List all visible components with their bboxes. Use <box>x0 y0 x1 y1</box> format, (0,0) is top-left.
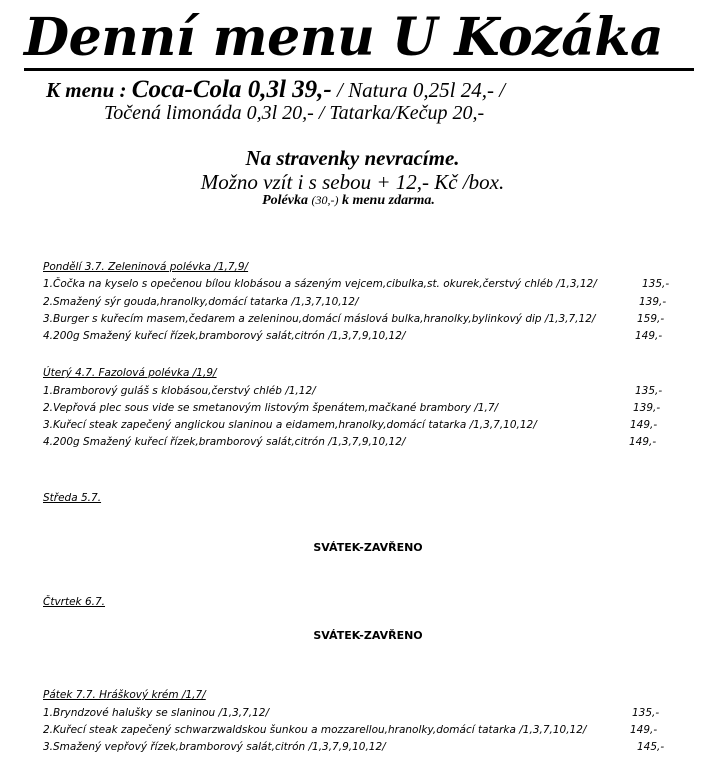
soup-note-price: (30,-) <box>311 193 339 207</box>
menu-item: 2.Vepřová plec sous vide se smetanovým listovým špenátem,mačkané brambory /1,7/ <box>43 402 499 414</box>
menu-item: 2.Smažený sýr gouda,hranolky,domácí tatarka /1,3,7,10,12/ <box>43 296 359 308</box>
takeaway-note: Možno vzít i s sebou + 12,- Kč /box. <box>200 170 505 194</box>
day-header-friday: Pátek 7.7. Hráškový krém /1,7/ <box>43 689 206 701</box>
menu-item-price: 139,- <box>633 402 661 414</box>
menu-item-price: 149,- <box>630 419 658 431</box>
menu-item-price: 149,- <box>629 436 657 448</box>
menu-item: 1.Bramborový guláš s klobásou,čerstvý chléb /1,12/ <box>43 385 316 397</box>
soup-note <box>0 193 701 209</box>
menu-item-price: 139,- <box>639 296 667 308</box>
menu-item-price: 145,- <box>637 741 665 753</box>
day-header-thursday: Čtvrtek 6.7. <box>43 596 106 608</box>
day-header-monday: Pondělí 3.7. Zeleninová polévka /1,7,9/ <box>43 261 249 273</box>
closed-notice-wednesday: SVÁTEK-ZAVŘENO <box>313 541 423 554</box>
menu-item: 4.200g Smažený kuřecí řízek,bramborový salát,citrón /1,3,7,9,10,12/ <box>43 436 406 448</box>
day-header-wednesday: Středa 5.7. <box>43 492 102 504</box>
drinks-line-2: Točená limonáda 0,3l 20,- / Tatarka/Kečup 20,- <box>104 102 485 124</box>
menu-item-price: 159,- <box>637 313 665 325</box>
menu-item: 4.200g Smažený kuřecí řízek,bramborový salát,citrón /1,3,7,9,10,12/ <box>43 330 406 342</box>
natura-offer: / Natura 0,25l 24,- / <box>331 78 506 102</box>
cola-offer: Coca-Cola 0,3l 39,- <box>131 76 332 103</box>
voucher-note: Na stravenky nevracíme. <box>245 146 460 170</box>
soup-note-c: k menu zdarma. <box>338 193 435 208</box>
menu-title: Denní menu U Kozáka <box>24 8 694 71</box>
menu-item: 3.Burger s kuřecím masem,čedarem a zeleninou,domácí máslová bulka,hranolky,bylinkový dip /1,3,7,12/ <box>43 313 596 325</box>
menu-item-price: 135,- <box>632 707 660 719</box>
drinks-line-1 <box>46 76 505 104</box>
menu-item: 3.Kuřecí steak zapečený anglickou slaninou a eidamem,hranolky,domácí tatarka /1,3,7,10,12/ <box>43 419 537 431</box>
menu-item: 2.Kuřecí steak zapečený schwarzwaldskou šunkou a mozzarellou,hranolky,domácí tatarka /1,3,7,10,12/ <box>43 724 587 736</box>
k-menu-label: K menu : <box>46 78 127 102</box>
menu-item-price: 135,- <box>635 385 663 397</box>
menu-item-price: 135,- <box>642 278 670 290</box>
menu-item-price: 149,- <box>635 330 663 342</box>
menu-item: 3.Smažený vepřový řízek,bramborový salát,citrón /1,3,7,9,10,12/ <box>43 741 386 753</box>
menu-item-price: 149,- <box>630 724 658 736</box>
closed-notice-thursday: SVÁTEK-ZAVŘENO <box>313 629 423 642</box>
menu-item: 1.Bryndzové halušky se slaninou /1,3,7,12/ <box>43 707 270 719</box>
day-header-tuesday: Úterý 4.7. Fazolová polévka /1,9/ <box>43 367 217 379</box>
menu-item: 1.Čočka na kyselo s opečenou bílou klobásou a sázeným vejcem,cibulka,st. okurek,čerstvý chléb /1,3,12/ <box>43 278 597 290</box>
soup-note-a: Polévka <box>262 193 312 208</box>
